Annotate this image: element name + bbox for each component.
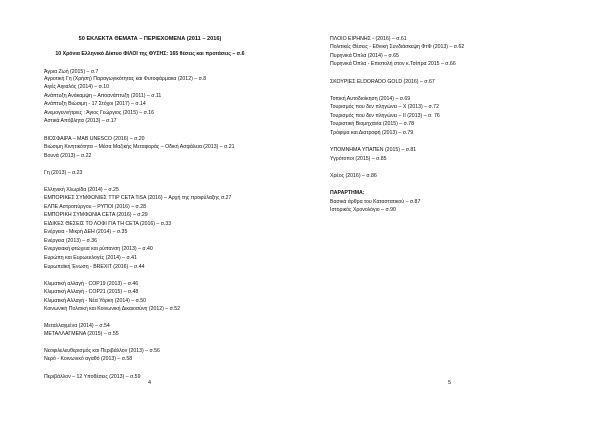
toc-entry: ΠΛΟΙΟ ΕΙΡΗΝΗΣ - (2016) – σ.61 [330, 36, 407, 42]
toc-entry: Τουριστική Βιομηχανία (2015) – σ.78 [330, 121, 415, 127]
toc-entry: Χρέος (2016) – σ.86 [330, 173, 377, 179]
toc-entry: Νερό - Κοινωνικό αγαθό (2013) – σ.58 [44, 356, 133, 362]
appendix-heading: ΠΑΡΑΡΤΗΜΑ: [330, 190, 365, 196]
toc-entry: Αιγές Αιγιαλός (2014) – σ.10 [44, 84, 110, 90]
toc-entry: Ανάπτυξη Ανάκαμψη – Αποανάπτυξη (2011) – σ.11 [44, 93, 162, 99]
toc-entry: Βουνά (2013) – σ.22 [44, 153, 92, 159]
toc-entry: Ενέργεια - Μικρή ΔΕΗ (2014) – σ.35 [44, 229, 128, 235]
page-number: 4 [148, 380, 151, 386]
document-title: 50 ΕΚΛΕΚΤΑ ΘΕΜΑΤΑ – ΠΕΡΙΕΧΟΜΕΝΑ (2011 – 2016) [78, 36, 222, 42]
toc-entry: Ενέργεια (2013) – σ.36 [44, 238, 97, 244]
toc-entry: Κοινωνική Πολιτική και Κοινωνική Δικαιοσύνη (2012) – σ.52 [44, 306, 181, 312]
toc-entry: ΒΙΟΣΦΑΙΡΑ – MAB UNESCO (2016) – σ.20 [44, 136, 145, 142]
toc-entry: Κλιματική Αλλαγή - COP21 (2015) – σ.48 [44, 289, 139, 295]
toc-entry: Άγρια Ζωή (2015) – σ.7 [44, 69, 99, 75]
document-subtitle: 10 Χρόνια Ελληνικό Δίκτυο ΦΙΛΟΙ της ΦΥΣΗΣ: 165 θέσεις και προτάσεις – σ.6 [55, 51, 245, 57]
toc-entry: Νεοφιλελευθερισμός και Περιβάλλον (2013) – σ.56 [44, 348, 160, 354]
toc-entry: Ανάπτυξη Βιώσιμη - 17 Στόχοι (2017) – σ.14 [44, 101, 146, 107]
toc-entry: Ανεμογεννήτριες : Άγιος Γεώργιος (2015) – σ.16 [44, 110, 154, 116]
toc-entry: ΥΠΟΜΝΗΜΑ ΥΠΑΠΕΝ (2015) – σ.81 [330, 147, 417, 153]
toc-entry: ΕΛΠΕ Αστροπύργου – ΡΥΠΟΙ (2016) – σ.28 [44, 204, 146, 210]
toc-entry: ΕΜΠΟΡΙΚΗ ΣΥΜΦΩΝΙΑ CETA (2016) – σ.29 [44, 212, 148, 218]
toc-entry: Ευρώπη και Ευρωεκλογές (2014) – σ.41 [44, 255, 137, 261]
right-contents-list [300, 0, 600, 424]
toc-entry: Αγροτική Γη (Χρήση) Παραγωγικότητας και Φυτοφάρμακα (2012) – σ.8 [44, 76, 207, 82]
toc-entry: Ενεργειακή φτώχεια και ρύπανση (2013) – σ.40 [44, 246, 153, 252]
toc-entry: Βασικά άρθρα του Καταστατικού – σ.87 [330, 199, 421, 205]
toc-entry: ΜΕΤΑΛΛΑΓΜΕΝΑ (2015) – σ.55 [44, 331, 119, 337]
toc-entry: Γη (2013) – σ.23 [44, 170, 83, 176]
right-page [300, 0, 600, 424]
toc-entry: Τρόφιμα και Διατροφή (2013) – σ.79 [330, 130, 414, 136]
toc-entry: Κλιματική Αλλαγή - Νέα Υόρκη (2014) – σ.50 [44, 298, 147, 304]
toc-entry: Υγρότοποι (2015) – σ.85 [330, 156, 387, 162]
toc-entry: Τουρισμός που δεν πληγώνει – Χ (2013) – σ.72 [330, 104, 439, 110]
page-number: 5 [448, 380, 451, 386]
toc-entry: Ιστορικός Χρονολόγιο – σ.90 [330, 207, 396, 213]
toc-entry: Πολιτικές Θέσεις - Εθνική Συνδιάσκεψη ΦτΦ (2013) – σ.62 [330, 44, 465, 50]
toc-entry: ΣΚΟΥΡΙΕΣ ELDORADO GOLD (2016) – σ.67 [330, 79, 435, 85]
toc-entry: ΕΜΠΟΡΙΚΕΣ ΣΥΜΦΩΝΙΕΣ TTIP CETA TiSA (2016) – Αρχή της προφύλαξης σ.27 [44, 195, 232, 201]
toc-entry: Αστικά Απόβλητα (2013) – σ.17 [44, 118, 117, 124]
toc-entry: Πυρηνικά Όπλα (2014) – σ.65 [330, 53, 399, 59]
toc-entry: Μεταλλαγμένα (2014) – σ.54 [44, 323, 110, 329]
toc-entry: Τοπική Αυτοδιοίκηση (2014) – σ.69 [330, 96, 411, 102]
toc-entry: Ελληνική Χλωρίδα (2014) – σ.25 [44, 187, 119, 193]
toc-entry: Τουρισμός που δεν πληγώνει – ΙΙ (2013) – σ. 76 [330, 113, 440, 119]
toc-entry: ΕΙΔΙΚΕΣ ΘΕΣΕΙΣ ΤΟ ΛΟΦΙ ΓΙΑ ΤΗ CETA (2016) – σ.33 [44, 221, 172, 227]
toc-entry: Ευρωπαϊκή Ένωση - BREXIT (2016) – σ.44 [44, 264, 145, 270]
toc-entry: Κλιματική αλλαγή - COP19 (2013) – σ.46 [44, 281, 139, 287]
toc-entry: Βιώσιμη Κινητικότητα – Μέσα Μαζικής Μεταφοράς – Οδική Ασφάλεια (2013) – σ.21 [44, 144, 235, 150]
toc-entry: Πυρηνικά Όπλα - Επιστολή στον κ.Τσίπρα 2015 – σ.66 [330, 61, 456, 67]
toc-entry: Περιβάλλον – 12 Υποθέσεις (2013) – σ.59 [44, 374, 141, 380]
